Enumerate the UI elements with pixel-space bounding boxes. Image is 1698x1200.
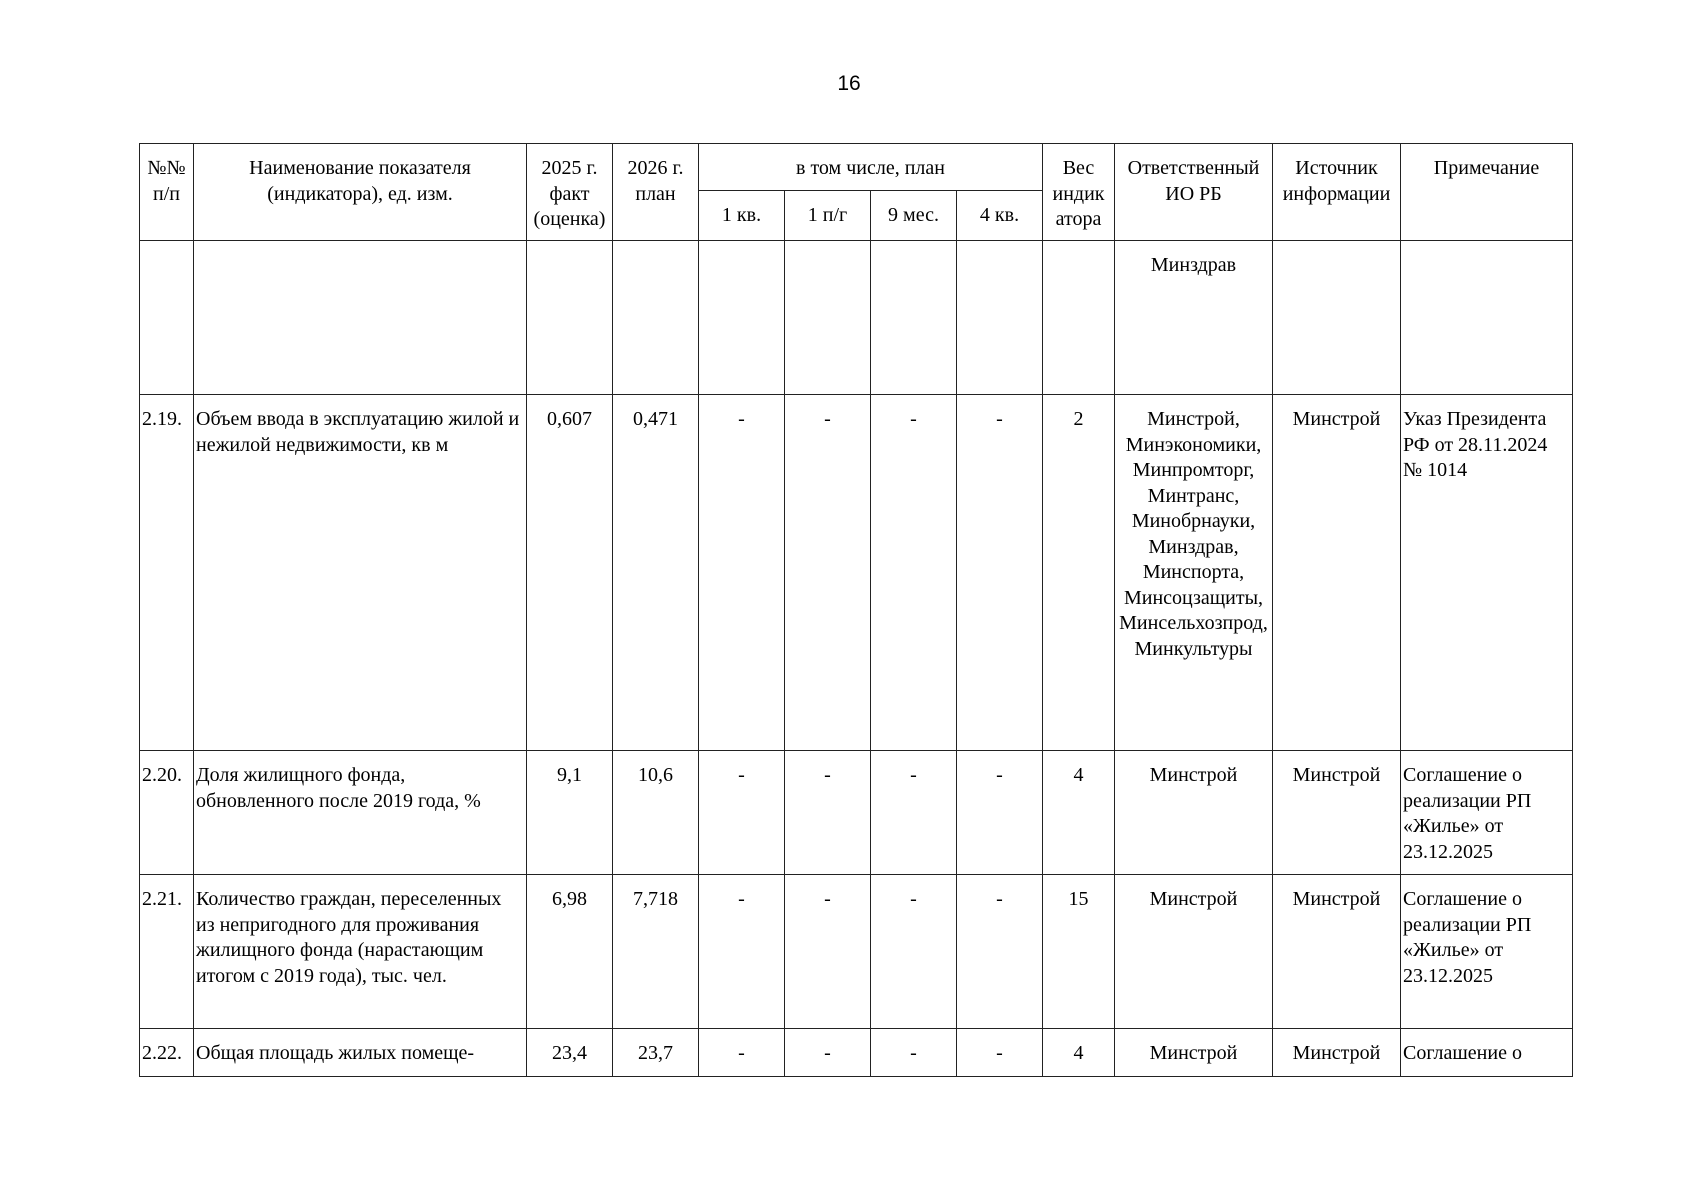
header-weight: Вес индик атора [1043, 144, 1115, 241]
cell-q1: - [699, 875, 785, 1029]
cell-num: 2.22. [140, 1029, 194, 1077]
header-num: №№ п/п [140, 144, 194, 241]
header-q4: 4 кв. [957, 191, 1043, 241]
cell-q1 [699, 241, 785, 395]
cell-num: 2.21. [140, 875, 194, 1029]
cell-name: Доля жилищного фонда, обновленного после 2019 года, % [194, 751, 527, 875]
cell-plan-2026: 0,471 [613, 395, 699, 751]
cell-9m: - [871, 1029, 957, 1077]
cell-weight: 15 [1043, 875, 1115, 1029]
cell-responsible: Минстрой [1115, 1029, 1273, 1077]
cell-note: Соглашение о реализации РП «Жилье» от 23.12.2025 [1401, 875, 1573, 1029]
header-h1: 1 п/г [785, 191, 871, 241]
header-responsible: Ответственный ИО РБ [1115, 144, 1273, 241]
indicators-table [139, 143, 1573, 1077]
cell-q4: - [957, 875, 1043, 1029]
cell-q4: - [957, 395, 1043, 751]
cell-9m: - [871, 395, 957, 751]
cell-h1 [785, 241, 871, 395]
cell-q4: - [957, 1029, 1043, 1077]
table-row [140, 751, 1573, 875]
cell-h1: - [785, 751, 871, 875]
cell-9m: - [871, 875, 957, 1029]
cell-q1: - [699, 751, 785, 875]
cell-weight [1043, 241, 1115, 395]
table-row [140, 395, 1573, 751]
cell-q1: - [699, 395, 785, 751]
header-source: Источник информации [1273, 144, 1401, 241]
header-fact-2025: 2025 г. факт (оценка) [527, 144, 613, 241]
cell-source: Минстрой [1273, 1029, 1401, 1077]
cell-source: Минстрой [1273, 875, 1401, 1029]
page-number: 16 [837, 72, 861, 95]
cell-name: Количество граждан, переселенных из непригодного для проживания жилищного фонда (нарастающим итогом с 2019 года), тыс. чел. [194, 875, 527, 1029]
cell-source [1273, 241, 1401, 395]
cell-fact-2025: 6,98 [527, 875, 613, 1029]
cell-plan-2026: 7,718 [613, 875, 699, 1029]
cell-fact-2025: 0,607 [527, 395, 613, 751]
cell-plan-2026: 10,6 [613, 751, 699, 875]
cell-h1: - [785, 875, 871, 1029]
header-9m: 9 мес. [871, 191, 957, 241]
cell-plan-2026 [613, 241, 699, 395]
cell-weight: 4 [1043, 1029, 1115, 1077]
cell-note: Указ Президента РФ от 28.11.2024 № 1014 [1401, 395, 1573, 751]
cell-9m: - [871, 751, 957, 875]
cell-note: Соглашение о [1401, 1029, 1573, 1077]
table-row [140, 241, 1573, 395]
header-plan-2026: 2026 г. план [613, 144, 699, 241]
cell-fact-2025: 23,4 [527, 1029, 613, 1077]
cell-num: 2.19. [140, 395, 194, 751]
cell-fact-2025: 9,1 [527, 751, 613, 875]
cell-name: Общая площадь жилых помеще- [194, 1029, 527, 1077]
cell-responsible: Минстрой [1115, 751, 1273, 875]
cell-num: 2.20. [140, 751, 194, 875]
cell-responsible: Минздрав [1115, 241, 1273, 395]
cell-plan-2026: 23,7 [613, 1029, 699, 1077]
cell-weight: 4 [1043, 751, 1115, 875]
cell-q4 [957, 241, 1043, 395]
cell-9m [871, 241, 957, 395]
cell-q1: - [699, 1029, 785, 1077]
cell-name: Объем ввода в эксплуатацию жилой и нежилой недвижимости, кв м [194, 395, 527, 751]
cell-source: Минстрой [1273, 395, 1401, 751]
header-name: Наименование показателя (индикатора), ед. изм. [194, 144, 527, 241]
cell-note [1401, 241, 1573, 395]
cell-name [194, 241, 527, 395]
header-note: Примечание [1401, 144, 1573, 241]
cell-responsible: Минстрой [1115, 875, 1273, 1029]
header-q1: 1 кв. [699, 191, 785, 241]
header-group-plan: в том числе, план [699, 144, 1043, 191]
table-row [140, 1029, 1573, 1077]
cell-source: Минстрой [1273, 751, 1401, 875]
cell-h1: - [785, 1029, 871, 1077]
cell-h1: - [785, 395, 871, 751]
cell-responsible: Минстрой, Минэкономики, Минпромторг, Минтранс, Минобрнауки, Минздрав, Минспорта, Минсоцзащиты, Минсельхозпрод, Минкультуры [1115, 395, 1273, 751]
cell-weight: 2 [1043, 395, 1115, 751]
table-row [140, 875, 1573, 1029]
cell-note: Соглашение о реализации РП «Жилье» от 23.12.2025 [1401, 751, 1573, 875]
cell-q4: - [957, 751, 1043, 875]
cell-fact-2025 [527, 241, 613, 395]
cell-num [140, 241, 194, 395]
